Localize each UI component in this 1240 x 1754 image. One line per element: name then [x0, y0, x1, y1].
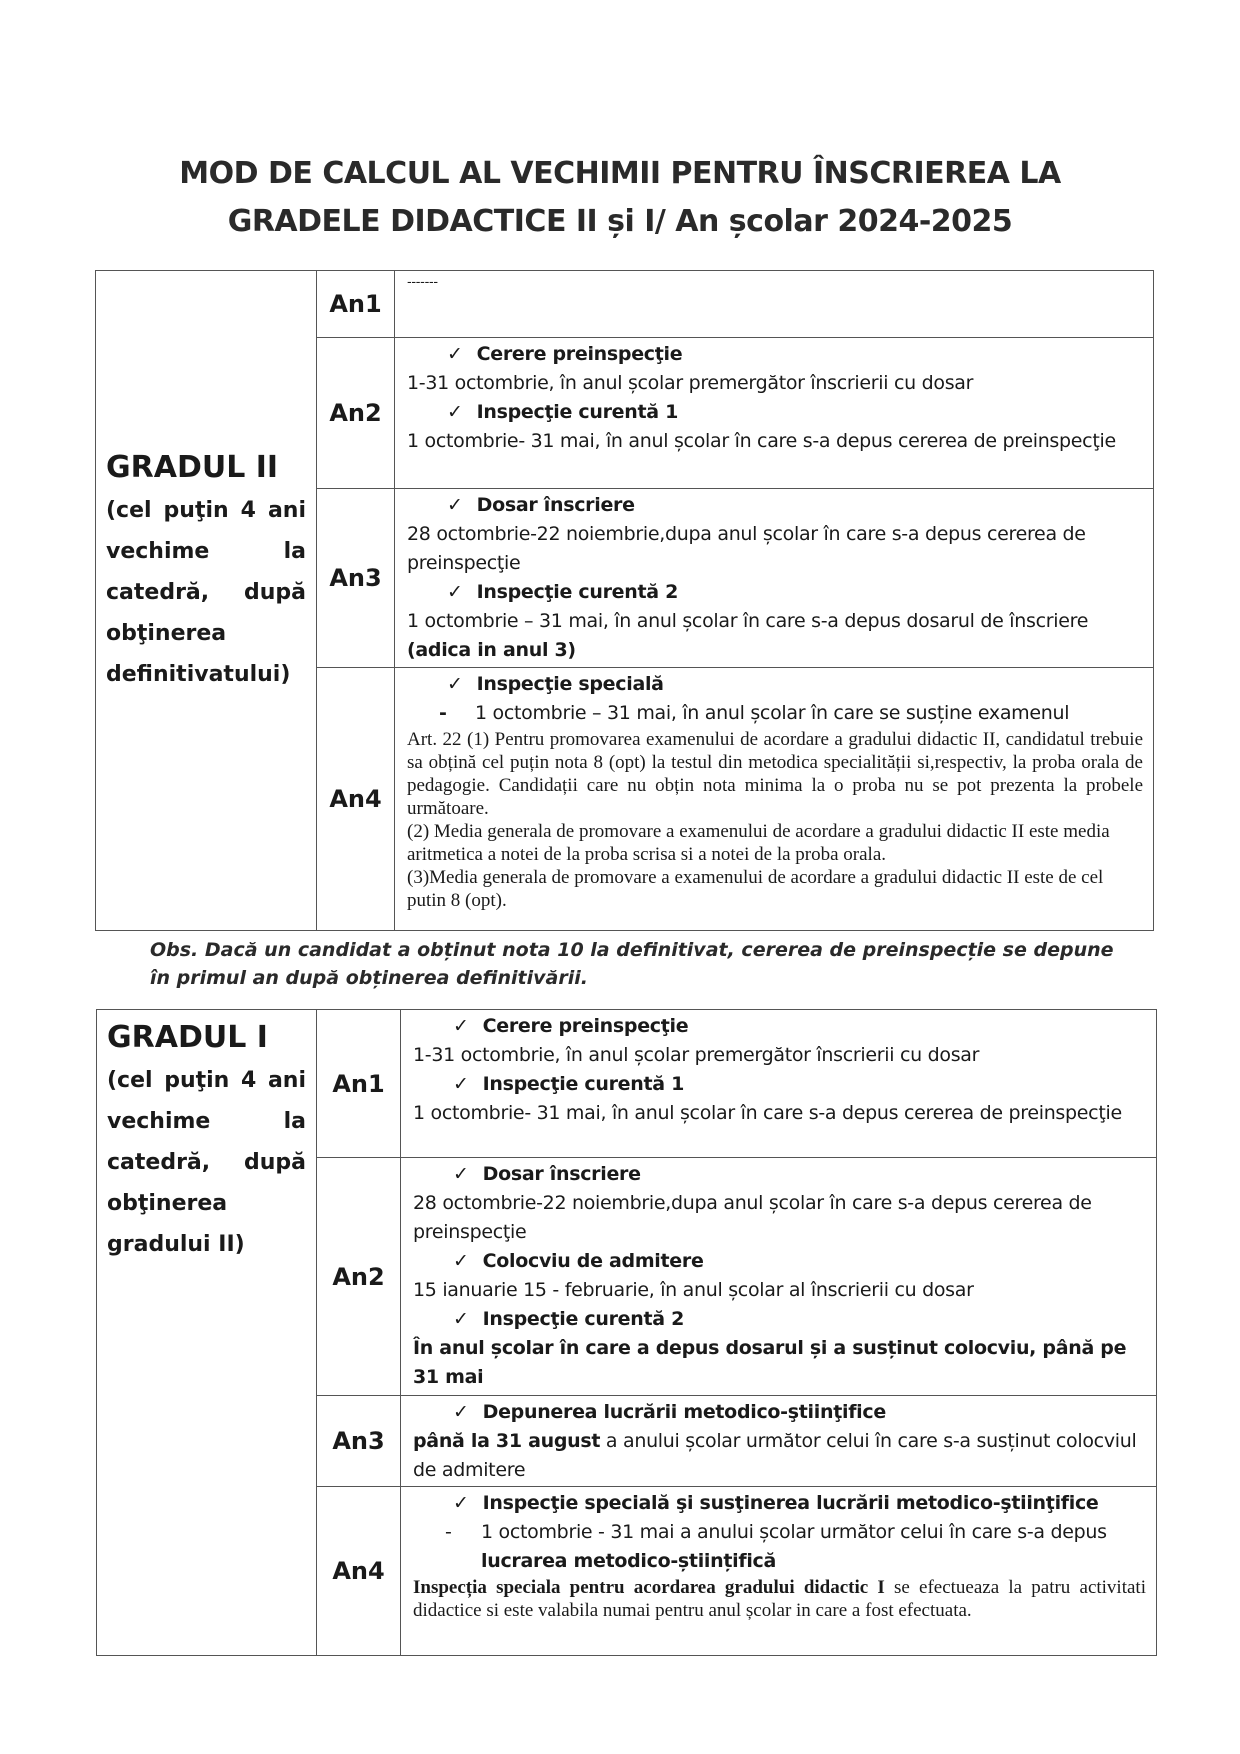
article-text: Art. 22 (1) Pentru promovarea examenului de acordare a gradului didactic II, candidatul trebuie sa obțină cel puțin nota 8 (opt) la testul din metodica specialității si,respectiv, la proba orala de pedagogie. Candidații care nu obțin nota minima la o proba nu se pot prezenta la probele următoare.: [407, 729, 1143, 819]
article-text: (2) Media generala de promovare a examenului de acordare a gradului didactic II este media aritmetica a notei de la proba scrisa si a notei de la proba orala.: [407, 821, 1110, 865]
grad-heading: GRADUL II: [106, 450, 279, 485]
page-title: [0, 150, 1240, 246]
note-text: [413, 1576, 1146, 1622]
year-label: An2: [317, 1158, 401, 1396]
checklist-item: ✓ Dosar înscriere: [413, 1160, 1146, 1189]
checklist-item: ✓ Cerere preinspecţie: [413, 1012, 1146, 1041]
year-content: [395, 271, 1154, 338]
year-label: An3: [317, 1396, 401, 1487]
grad-heading: GRADUL I: [107, 1020, 268, 1055]
grad-cell: [97, 1010, 317, 1656]
deadline-detail: a anului școlar următor celui în care s-a susținut colocviul de admitere: [413, 1430, 1137, 1481]
period-text: 1 octombrie- 31 mai, în anul școlar în care s-a depus cererea de preinspecţie: [407, 430, 1116, 452]
period-text: 15 ianuarie 15 - februarie, în anul școlar al înscrierii cu dosar: [413, 1279, 974, 1301]
dash-marker: -: [445, 1521, 452, 1543]
table-row: [96, 271, 1154, 338]
observation-note: Obs. Dacă un candidat a obținut nota 10 la definitivat, cererea de preinspecție se depune în primul an după obținerea definitivării.: [150, 939, 1114, 989]
period-text: 1 octombrie- 31 mai, în anul școlar în care s-a depus cererea de preinspecţie: [413, 1102, 1122, 1124]
period-text: 1-31 octombrie, în anul școlar premergător înscrierii cu dosar: [407, 372, 974, 394]
note-bold: Inspecția speciala pentru acordarea gradului didactic I: [413, 1577, 885, 1598]
year-label: An4: [317, 1487, 401, 1656]
period-text: [413, 1427, 1146, 1485]
dash-item: [407, 699, 1143, 728]
checklist-item: ✓ Inspecţie specială: [407, 670, 1143, 699]
grad-subtitle: (cel puţin 4 ani vechime la catedră, după obţinerea definitivatului): [106, 498, 306, 687]
article-text: (3)Media generala de promovare a examenului de acordare a gradului didactic II este de cel putin 8 (opt).: [407, 867, 1104, 911]
year-label: An3: [317, 489, 395, 668]
gradul-ii-table: [95, 270, 1154, 931]
checklist-item: ✓ Colocviu de admitere: [413, 1247, 1146, 1276]
empty-marker: -------: [407, 275, 438, 290]
checklist-item: ✓ Inspecţie curentă 1: [413, 1070, 1146, 1099]
dash-marker: -: [439, 702, 447, 724]
title-line-2: GRADELE DIDACTICE II și I/ An școlar 2024-2025: [227, 204, 1013, 239]
period-text: 28 octombrie-22 noiembrie,dupa anul școlar în care s-a depus cererea de preinspecţie: [407, 523, 1086, 574]
year-content: [401, 1010, 1157, 1158]
year-content: [401, 1487, 1157, 1656]
period-text: 1 octombrie – 31 mai, în anul școlar în care s-a depus dosarul de înscriere: [407, 610, 1089, 632]
period-text: 28 octombrie-22 noiembrie,dupa anul școlar în care s-a depus cererea de preinspecţie: [413, 1192, 1092, 1243]
checklist-item: ✓ Inspecţie curentă 1: [407, 398, 1143, 427]
checklist-item: ✓ Dosar înscriere: [407, 491, 1143, 520]
year-content: [395, 668, 1154, 931]
year-content: [401, 1396, 1157, 1487]
checklist-item: ✓ Depunerea lucrării metodico-ştiinţifice: [413, 1398, 1146, 1427]
year-label: An4: [317, 668, 395, 931]
year-label: An1: [317, 1010, 401, 1158]
title-line-1: MOD DE CALCUL AL VECHIMII PENTRU ÎNSCRIEREA LA: [179, 156, 1061, 191]
year-content: [395, 489, 1154, 668]
period-text: 1-31 octombrie, în anul școlar premergător înscrierii cu dosar: [413, 1044, 980, 1066]
year-label: An2: [317, 338, 395, 489]
gradul-i-table: [96, 1009, 1157, 1656]
year-label: An1: [317, 271, 395, 338]
year-content: [395, 338, 1154, 489]
checklist-item: ✓ Cerere preinspecţie: [407, 340, 1143, 369]
deadline-text: până la 31 august: [413, 1430, 601, 1452]
period-text: [481, 1518, 1146, 1576]
checklist-item: ✓ Inspecţie curentă 2: [407, 578, 1143, 607]
grad-subtitle: (cel puţin 4 ani vechime la catedră, după obţinerea gradului II): [107, 1068, 306, 1257]
dash-item: [413, 1518, 1146, 1576]
table-row: [97, 1010, 1157, 1158]
period-text: 1 octombrie – 31 mai, în anul școlar în care se susține examenul: [475, 702, 1070, 724]
note-rest: se efectueaza la patru activitati didactice si este valabila numai pentru anul școlar in care a fost efectuata.: [413, 1577, 1146, 1621]
period-part: 1 octombrie - 31 mai a anului școlar următor celui în care s-a depus: [481, 1521, 1107, 1543]
grad-cell: [96, 271, 317, 931]
checklist-item: ✓ Inspecţie specială şi susţinerea lucrării metodico-ştiinţifice: [413, 1489, 1146, 1518]
period-part-bold: lucrarea metodico-științifică: [481, 1550, 777, 1572]
period-text: În anul școlar în care a depus dosarul și a susținut colocviu, până pe 31 mai: [413, 1337, 1127, 1388]
note-text: (adica in anul 3): [407, 639, 576, 661]
year-content: [401, 1158, 1157, 1396]
checklist-item: ✓ Inspecţie curentă 2: [413, 1305, 1146, 1334]
